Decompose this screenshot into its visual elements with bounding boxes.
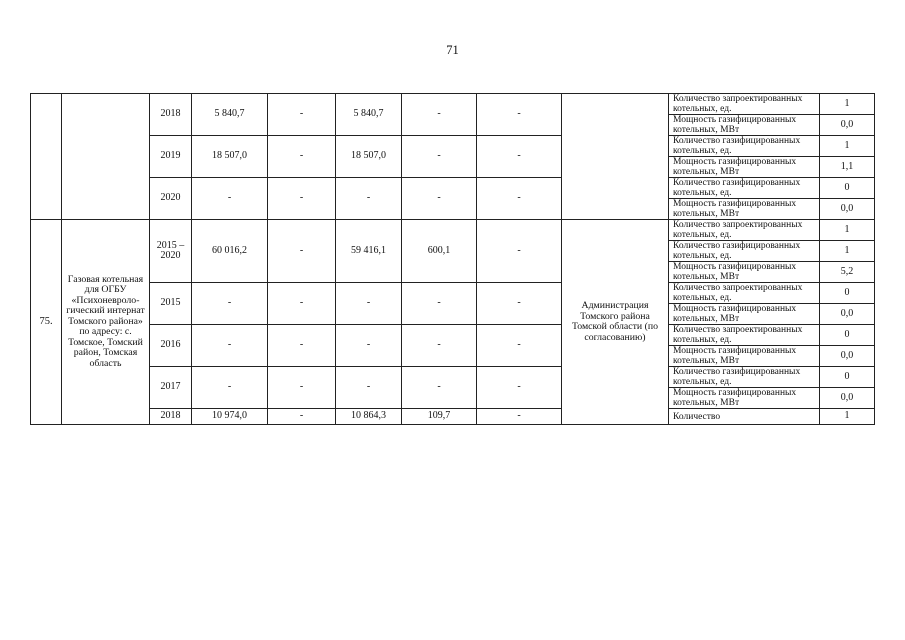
regional-cell: - bbox=[336, 367, 402, 409]
table-row bbox=[31, 220, 875, 241]
federal-cell: - bbox=[268, 178, 336, 220]
indicator-value: 5,2 bbox=[820, 262, 875, 283]
total-cell: 5 840,7 bbox=[192, 94, 268, 136]
table-row bbox=[31, 367, 875, 388]
other-cell: - bbox=[477, 220, 562, 283]
indicator-name: Мощность газифицированных котельных, МВт bbox=[669, 346, 820, 367]
total-cell: - bbox=[192, 178, 268, 220]
indicator-name: Количество запроектированных котельных, ед. bbox=[669, 325, 820, 346]
table-row bbox=[31, 283, 875, 304]
indicator-value: 0,0 bbox=[820, 304, 875, 325]
total-cell: - bbox=[192, 283, 268, 325]
indicator-value: 1 bbox=[820, 241, 875, 262]
year-cell: 2020 bbox=[150, 178, 192, 220]
federal-cell: - bbox=[268, 94, 336, 136]
table-row bbox=[31, 325, 875, 346]
indicator-value: 0,0 bbox=[820, 199, 875, 220]
year-cell: 2018 bbox=[150, 94, 192, 136]
year-cell: 2016 bbox=[150, 325, 192, 367]
local-cell: - bbox=[402, 325, 477, 367]
indicator-value: 0 bbox=[820, 325, 875, 346]
total-cell: - bbox=[192, 367, 268, 409]
indicator-value: 1 bbox=[820, 220, 875, 241]
regional-cell: 5 840,7 bbox=[336, 94, 402, 136]
federal-cell: - bbox=[268, 325, 336, 367]
other-cell: - bbox=[477, 136, 562, 178]
indicator-value: 0,0 bbox=[820, 115, 875, 136]
local-cell: 109,7 bbox=[402, 409, 477, 425]
year-cell: 2019 bbox=[150, 136, 192, 178]
indicator-name: Мощность газифицированных котельных, МВт bbox=[669, 199, 820, 220]
other-cell: - bbox=[477, 409, 562, 425]
indicator-value: 0 bbox=[820, 283, 875, 304]
regional-cell: 18 507,0 bbox=[336, 136, 402, 178]
regional-cell: - bbox=[336, 325, 402, 367]
year-cell: 2018 bbox=[150, 409, 192, 425]
indicator-value: 1 bbox=[820, 94, 875, 115]
local-cell: - bbox=[402, 367, 477, 409]
indicator-name: Количество запроектированных котельных, ед. bbox=[669, 283, 820, 304]
indicator-name: Мощность газифицированных котельных, МВт bbox=[669, 304, 820, 325]
executor-cell bbox=[562, 94, 669, 220]
year-cell: 2017 bbox=[150, 367, 192, 409]
indicator-value: 0,0 bbox=[820, 388, 875, 409]
indicator-value: 0,0 bbox=[820, 346, 875, 367]
other-cell: - bbox=[477, 367, 562, 409]
other-cell: - bbox=[477, 178, 562, 220]
indicator-name: Количество газифицированных котельных, ед. bbox=[669, 367, 820, 388]
total-cell: 18 507,0 bbox=[192, 136, 268, 178]
indicator-name: Мощность газифицированных котельных, МВт bbox=[669, 115, 820, 136]
table-row bbox=[31, 136, 875, 157]
local-cell: - bbox=[402, 94, 477, 136]
table-row bbox=[31, 178, 875, 199]
indicator-name: Количество газифицированных котельных, ед. bbox=[669, 178, 820, 199]
federal-cell: - bbox=[268, 220, 336, 283]
indicator-value: 1,1 bbox=[820, 157, 875, 178]
table-row bbox=[31, 94, 875, 115]
year-cell: 2015 – 2020 bbox=[150, 220, 192, 283]
indicator-name: Количество bbox=[669, 409, 820, 425]
other-cell: - bbox=[477, 283, 562, 325]
object-name: Газовая котельная для ОГБУ «Психоневроло-гический интернат Томского района» по адресу: с. Томское, Томский район, Томская область bbox=[62, 220, 150, 425]
federal-cell: - bbox=[268, 409, 336, 425]
table-row bbox=[31, 409, 875, 425]
local-cell: 600,1 bbox=[402, 220, 477, 283]
other-cell: - bbox=[477, 325, 562, 367]
indicator-name: Количество газифицированных котельных, ед. bbox=[669, 241, 820, 262]
total-cell: 60 016,2 bbox=[192, 220, 268, 283]
other-cell: - bbox=[477, 94, 562, 136]
program-table bbox=[30, 93, 875, 425]
federal-cell: - bbox=[268, 367, 336, 409]
total-cell: - bbox=[192, 325, 268, 367]
page-number: 71 bbox=[446, 43, 459, 57]
indicator-name: Количество запроектированных котельных, ед. bbox=[669, 94, 820, 115]
total-cell: 10 974,0 bbox=[192, 409, 268, 425]
row-number: 75. bbox=[31, 220, 62, 425]
local-cell: - bbox=[402, 283, 477, 325]
regional-cell: - bbox=[336, 178, 402, 220]
local-cell: - bbox=[402, 136, 477, 178]
indicator-value: 1 bbox=[820, 136, 875, 157]
federal-cell: - bbox=[268, 136, 336, 178]
indicator-name: Мощность газифицированных котельных, МВт bbox=[669, 262, 820, 283]
year-cell: 2015 bbox=[150, 283, 192, 325]
executor-cell: Администрация Томского района Томской области (по согласованию) bbox=[562, 220, 669, 425]
indicator-value: 0 bbox=[820, 178, 875, 199]
local-cell: - bbox=[402, 178, 477, 220]
indicator-name: Количество запроектированных котельных, ед. bbox=[669, 220, 820, 241]
regional-cell: 59 416,1 bbox=[336, 220, 402, 283]
federal-cell: - bbox=[268, 283, 336, 325]
regional-cell: 10 864,3 bbox=[336, 409, 402, 425]
object-name bbox=[62, 94, 150, 220]
regional-cell: - bbox=[336, 283, 402, 325]
indicator-value: 0 bbox=[820, 367, 875, 388]
indicator-name: Количество газифицированных котельных, ед. bbox=[669, 136, 820, 157]
row-number bbox=[31, 94, 62, 220]
indicator-value: 1 bbox=[820, 409, 875, 425]
indicator-name: Мощность газифицированных котельных, МВт bbox=[669, 388, 820, 409]
indicator-name: Мощность газифицированных котельных, МВт bbox=[669, 157, 820, 178]
